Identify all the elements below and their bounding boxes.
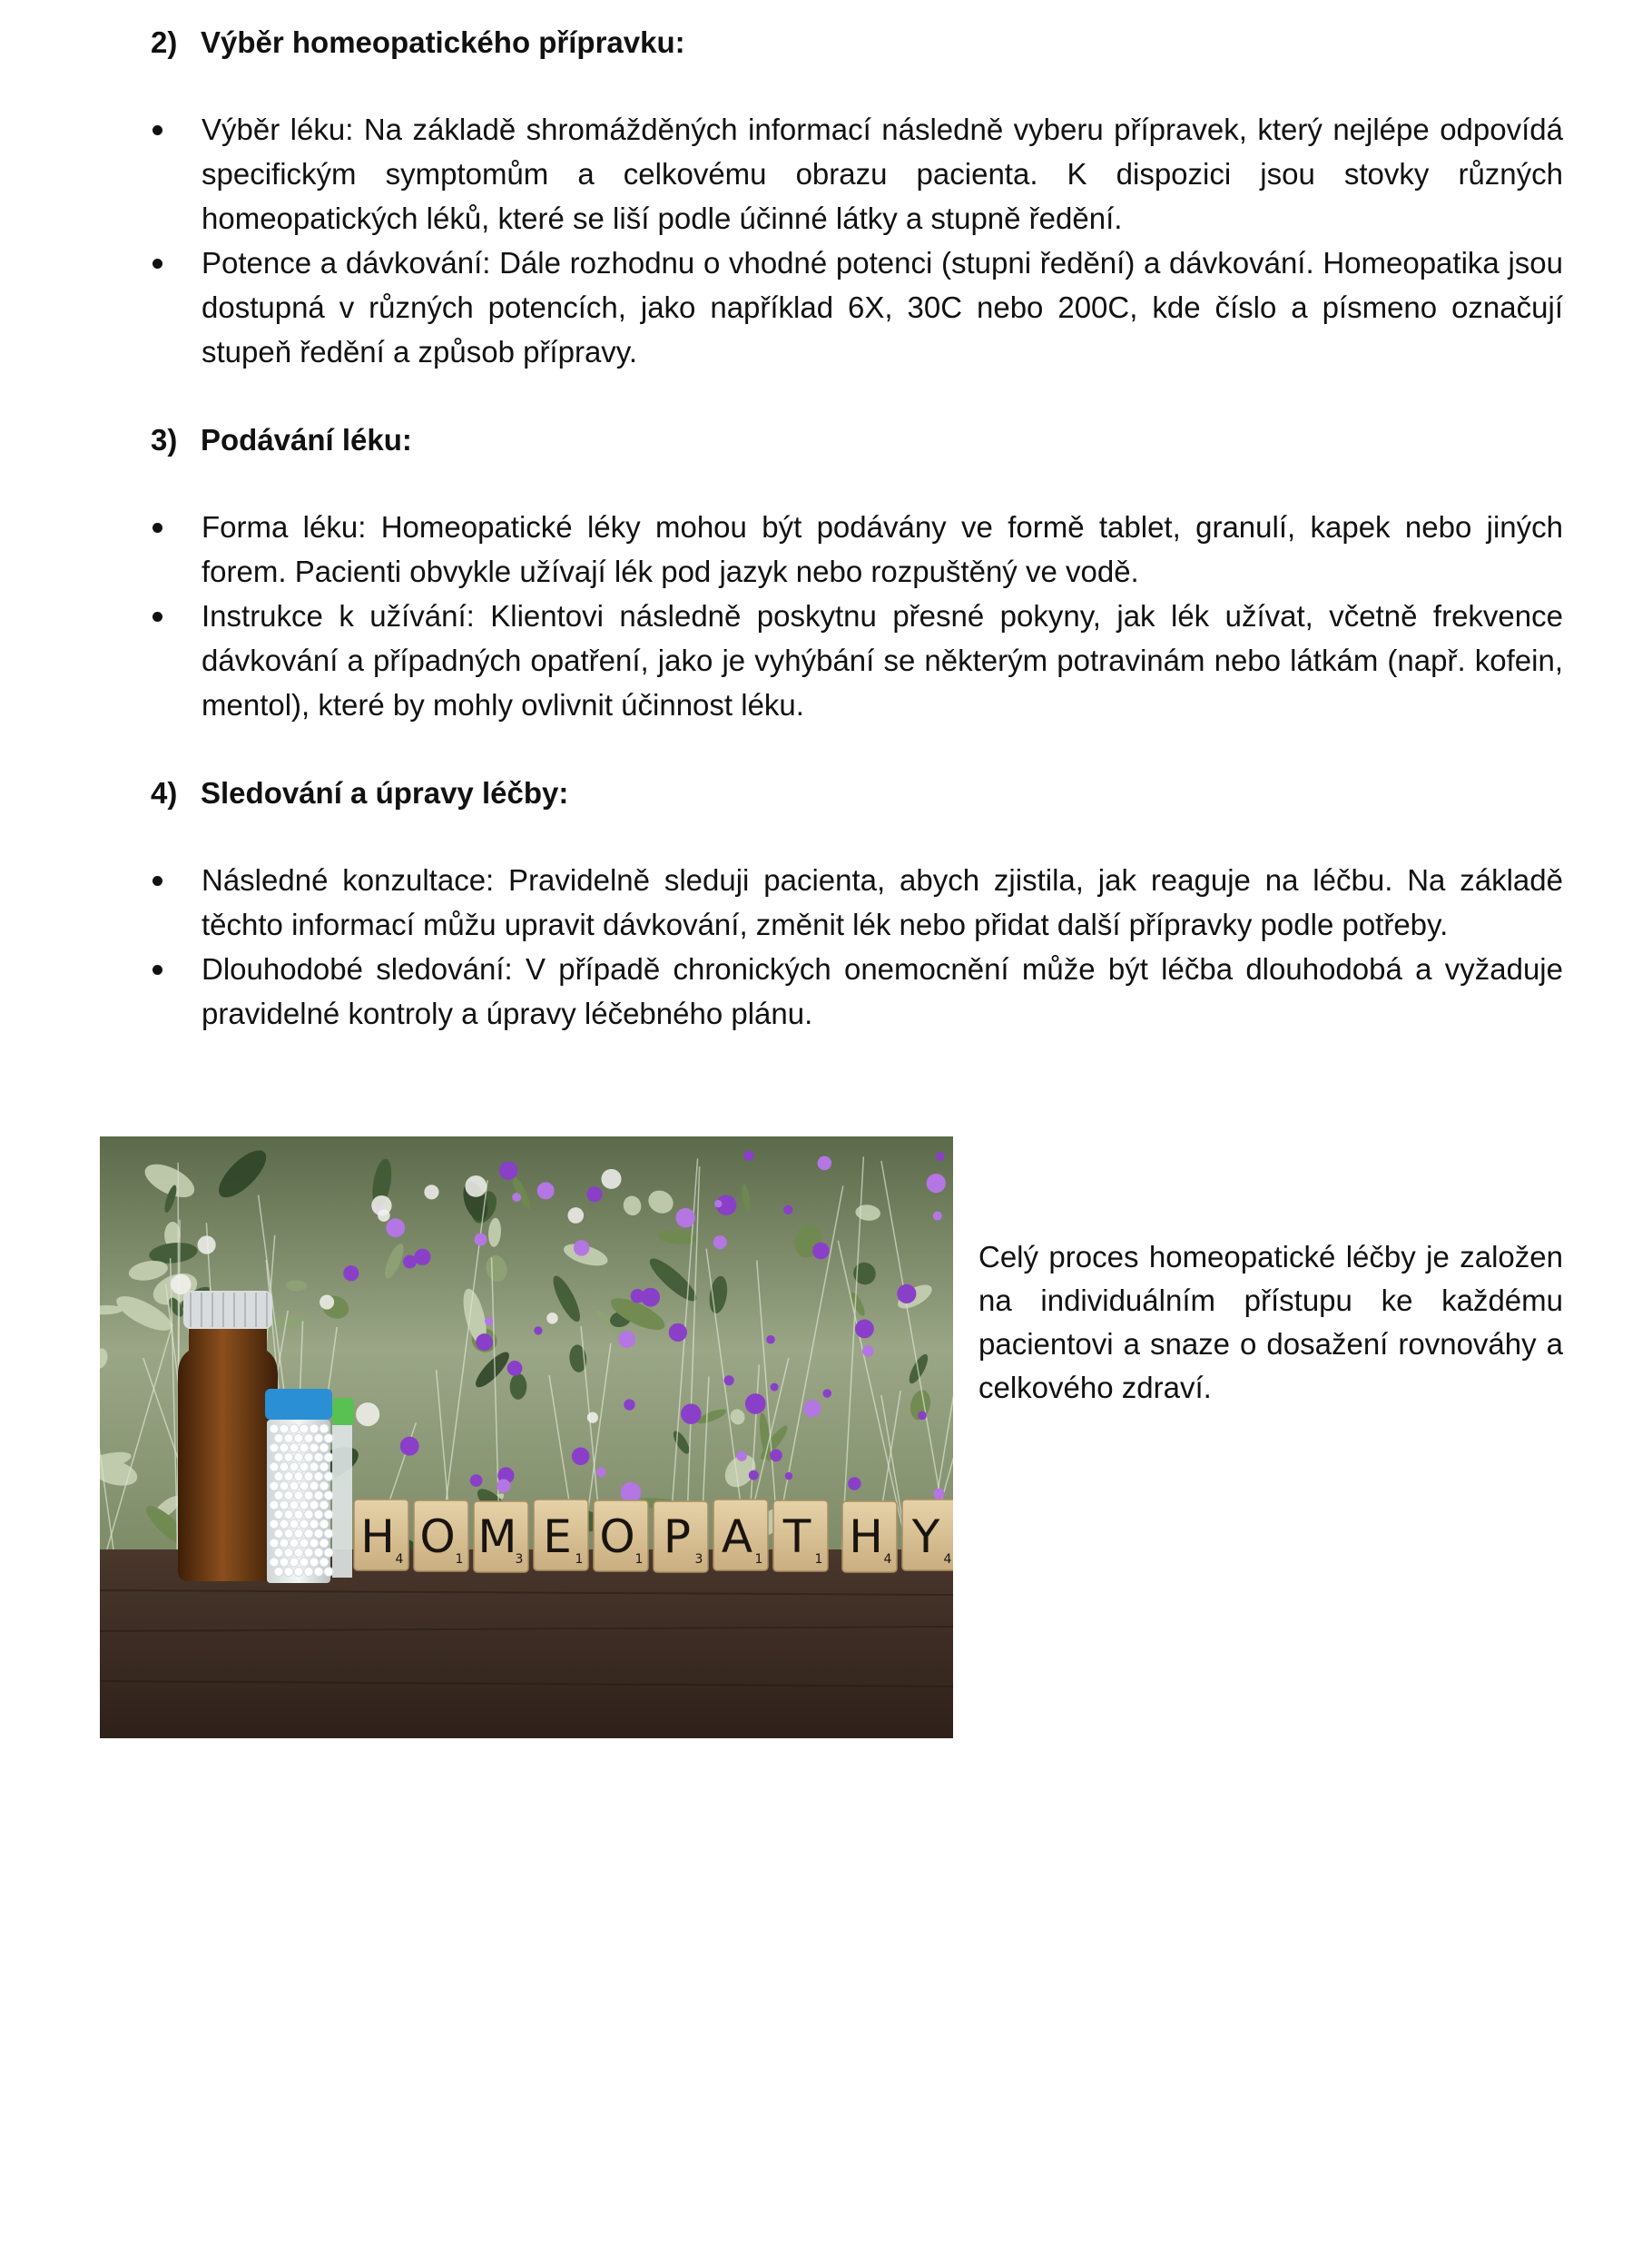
tile-score: 4 bbox=[943, 1552, 952, 1567]
section-title: Sledování a úpravy léčby: bbox=[201, 776, 569, 810]
tile-score: 1 bbox=[455, 1552, 464, 1567]
summary-paragraph: Celý proces homeopatické léčby je založen na individuálním přístupu ke každému pacientovi a snaze o dosažení rovnováhy a celkového zdraví. bbox=[978, 1240, 1563, 1404]
tile-score: 1 bbox=[754, 1552, 763, 1567]
letter-tile bbox=[594, 1500, 648, 1571]
tile-letter: O bbox=[599, 1510, 635, 1563]
letter-tile bbox=[474, 1501, 528, 1572]
letter-tile bbox=[713, 1500, 768, 1570]
tile-score: 3 bbox=[515, 1552, 524, 1567]
tile-score: 1 bbox=[814, 1552, 823, 1567]
bullet-icon bbox=[152, 876, 162, 886]
letter-tile bbox=[773, 1500, 828, 1571]
document-body bbox=[151, 20, 1563, 1036]
list-item: Výběr léku: Na základě shromážděných informací následně vyberu přípravek, který nejlépe odpovídá specifickým symptomům a celkovému obrazu pacienta. K dispozici jsou stovky různých homeopatických léků, které se liší podle účinné látky a stupně ředění. bbox=[151, 107, 1563, 241]
section-heading-3 bbox=[151, 418, 1563, 463]
photo-illustration bbox=[100, 1136, 953, 1738]
bullet-list-section-3 bbox=[151, 505, 1563, 727]
section-title: Podávání léku: bbox=[201, 423, 412, 457]
section-heading-4 bbox=[151, 771, 1563, 816]
letter-tile bbox=[902, 1500, 953, 1570]
tile-letter: T bbox=[782, 1510, 811, 1563]
bullet-icon bbox=[152, 523, 162, 533]
bullet-icon bbox=[152, 612, 162, 622]
tile-letter: E bbox=[543, 1510, 572, 1563]
tile-letter: Y bbox=[911, 1510, 940, 1563]
list-item: Forma léku: Homeopatické léky mohou být podávány ve formě tablet, granulí, kapek nebo jiných forem. Pacienti obvykle užívají lék pod jazyk nebo rozpuštěný ve vodě. bbox=[151, 505, 1563, 594]
letter-tile bbox=[414, 1500, 468, 1571]
bullet-icon bbox=[152, 965, 162, 975]
letter-tile bbox=[534, 1500, 588, 1570]
list-item: Dlouhodobé sledování: V případě chronických onemocnění může být léčba dlouhodobá a vyžaduje pravidelné kontroly a úpravy léčebného plánu. bbox=[151, 947, 1563, 1036]
list-item: Následné konzultace: Pravidelně sleduji pacienta, abych zjistila, jak reaguje na léčbu. Na základě těchto informací můžu upravit dávkování, změnit lék nebo přidat další přípravky podle potřeby. bbox=[151, 858, 1563, 947]
section-number: 3) bbox=[151, 423, 178, 457]
tile-letter: A bbox=[721, 1510, 753, 1563]
tile-score: 1 bbox=[634, 1552, 644, 1567]
tile-score: 1 bbox=[575, 1552, 584, 1567]
tile-score: 4 bbox=[395, 1552, 404, 1567]
letter-tile bbox=[842, 1501, 897, 1572]
tile-letter: O bbox=[419, 1510, 456, 1563]
tile-score: 3 bbox=[694, 1552, 703, 1567]
tile-letter: M bbox=[477, 1510, 517, 1563]
list-item: Instrukce k užívání: Klientovi následně poskytnu přesné pokyny, jak lék užívat, včetně frekvence dávkování a případných opatření, jako je vyhýbání se některým potravinám nebo látkám (např. kofein, mentol), které by mohly ovlivnit účinnost léku. bbox=[151, 594, 1563, 727]
list-item: Potence a dávkování: Dále rozhodnu o vhodné potenci (stupni ředění) a dávkování. Homeopatika jsou dostupná v různých potencích, jako například 6X, 30C nebo 200C, kde číslo a písmeno označují stupeň ředění a způsob přípravy. bbox=[151, 241, 1563, 374]
bullet-icon bbox=[152, 125, 162, 135]
tile-letter: P bbox=[663, 1510, 692, 1563]
letter-tile bbox=[654, 1501, 708, 1572]
section-heading-2 bbox=[151, 20, 1563, 65]
bullet-list-section-2 bbox=[151, 107, 1563, 374]
homeopathy-photo bbox=[100, 1136, 953, 1738]
bullet-icon bbox=[152, 259, 162, 269]
letter-tile bbox=[354, 1500, 408, 1570]
tile-letter: H bbox=[849, 1510, 883, 1563]
tile-score: 4 bbox=[883, 1552, 892, 1567]
section-title: Výběr homeopatického přípravku: bbox=[201, 25, 685, 59]
section-number: 4) bbox=[151, 776, 178, 810]
tile-letter: H bbox=[360, 1510, 395, 1563]
bullet-list-section-4 bbox=[151, 858, 1563, 1036]
section-number: 2) bbox=[151, 25, 178, 59]
